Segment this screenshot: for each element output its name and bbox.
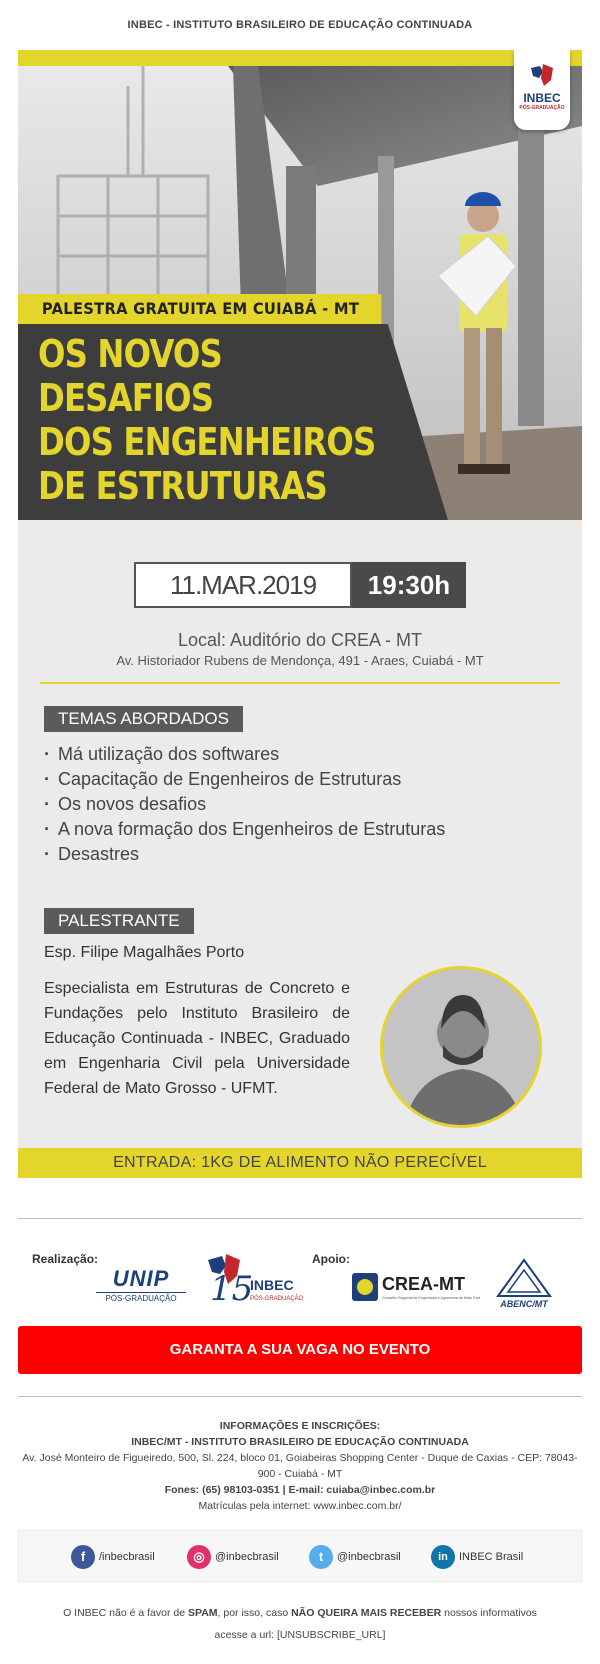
hero-banner xyxy=(18,50,582,520)
inbec-years: 15 xyxy=(210,1269,254,1306)
header-title: INBEC - INSTITUTO BRASILEIRO DE EDUCAÇÃO CONTINUADA xyxy=(127,19,473,31)
inbec-15-logo[interactable] xyxy=(204,1250,308,1306)
footer-org: INBEC/MT - INSTITUTO BRASILEIRO DE EDUCAÇÃO CONTINUADA xyxy=(131,1436,469,1448)
social-link-facebook[interactable] xyxy=(71,1545,155,1569)
footer-address: Av. José Monteiro de Figueiredo, 500, Sl. 224, bloco 01, Goiabeiras Shopping Center - Duque de Caxias - CEP: 78043-900 - Cuiabá - MT xyxy=(22,1452,578,1480)
event-time: 19:30h xyxy=(352,562,466,608)
list-item: · Má utilização dos softwares xyxy=(44,742,445,767)
entrada-banner: ENTRADA: 1KG DE ALIMENTO NÃO PERECÍVEL xyxy=(18,1148,582,1178)
headline-line: OS NOVOS DESAFIOS xyxy=(38,332,222,420)
inbec-sub: PÓS-GRADUAÇÃO xyxy=(250,1296,304,1302)
headline-line: DE ESTRUTURAS xyxy=(38,464,327,508)
linkedin-icon: in xyxy=(431,1545,455,1569)
crea-name: CREA-MT xyxy=(382,1274,465,1294)
register-button[interactable]: GARANTA A SUA VAGA NO EVENTO xyxy=(18,1326,582,1374)
list-item: · Os novos desafios xyxy=(44,792,445,817)
event-local: Local: Auditório do CREA - MT xyxy=(177,630,423,650)
abenc-mark xyxy=(494,1256,554,1310)
speaker-avatar xyxy=(380,966,542,1128)
crea-sub: Conselho Regional de Engenharia e Agronomia de Mato Grosso xyxy=(382,1296,480,1300)
inbec-15-mark xyxy=(204,1250,308,1306)
hero-accent-bar xyxy=(18,50,582,66)
unsubscribe-notice: O INBEC não é a favor de SPAM, por isso, caso NÃO QUEIRA MAIS RECEBER nossos informativos acesse a url: [UNSUBSCRIBE_URL] xyxy=(18,1602,582,1646)
event-date: 11.MAR.2019 xyxy=(134,562,352,608)
apoio-label: Apoio: xyxy=(312,1252,350,1266)
inbec-logo: INBEC PÓS-GRADUAÇÃO xyxy=(514,50,570,130)
abenc-mt-logo[interactable] xyxy=(494,1256,554,1310)
topics-label: TEMAS ABORDADOS xyxy=(44,706,243,732)
unsubscribe-link[interactable]: acesse a url: [UNSUBSCRIBE_URL] xyxy=(214,1629,386,1641)
divider xyxy=(18,1218,582,1219)
speaker-photo xyxy=(383,969,542,1128)
social-bar xyxy=(18,1530,582,1582)
unip-logo[interactable]: UNIP PÓS-GRADUAÇÃO xyxy=(96,1268,186,1303)
social-label: INBEC Brasil xyxy=(459,1551,524,1563)
crea-mark xyxy=(350,1270,480,1304)
list-item: · Desastres xyxy=(44,842,445,867)
event-address: Av. Historiador Rubens de Mendonça, 491 - Araes, Cuiabá - MT xyxy=(116,653,484,668)
divider xyxy=(40,682,560,684)
social-link-linkedin[interactable] xyxy=(431,1545,523,1569)
speaker-label: PALESTRANTE xyxy=(44,908,194,934)
social-label: /inbecbrasil xyxy=(99,1551,155,1563)
inbec-map-icon xyxy=(527,60,557,90)
event-info-panel xyxy=(18,520,582,1178)
footer-contacts[interactable]: Fones: (65) 98103-0351 | E-mail: cuiaba@inbec.com.br xyxy=(164,1484,436,1496)
abenc-name: ABENC/MT xyxy=(500,1299,548,1309)
social-link-twitter[interactable] xyxy=(309,1545,401,1569)
footer-info xyxy=(18,1418,582,1514)
speaker-name: Esp. Filipe Magalhães Porto xyxy=(44,944,245,961)
facebook-icon: f xyxy=(71,1545,95,1569)
footer-site[interactable]: Matrículas pela internet: www.inbec.com.br/ xyxy=(198,1500,402,1512)
instagram-icon: ◎ xyxy=(187,1545,211,1569)
list-item: · Capacitação de Engenheiros de Estruturas xyxy=(44,767,445,792)
speaker-bio: Especialista em Estruturas de Concreto e Fundações pelo Instituto Brasileiro de Educação Continuada - INBEC, Graduado em Engenharia Civil pela Universidade Federal de Mato Grosso - UFMT. xyxy=(44,980,350,1097)
social-link-instagram[interactable] xyxy=(187,1545,279,1569)
crea-mt-logo[interactable] xyxy=(350,1270,480,1304)
social-label: @inbecbrasil xyxy=(337,1551,401,1563)
info-title: INFORMAÇÕES E INSCRIÇÕES: xyxy=(219,1420,381,1432)
list-item: · A nova formação dos Engenheiros de Estruturas xyxy=(44,817,445,842)
inbec-name: INBEC xyxy=(250,1277,294,1293)
palestra-banner: PALESTRA GRATUITA EM CUIABÁ - MT xyxy=(18,294,381,324)
divider xyxy=(18,1396,582,1397)
twitter-icon: t xyxy=(309,1545,333,1569)
realizacao-label: Realização: xyxy=(32,1252,99,1266)
social-label: @inbecbrasil xyxy=(215,1551,279,1563)
event-headline xyxy=(38,332,395,508)
topics-list xyxy=(44,742,445,867)
headline-line: DOS ENGENHEIROS xyxy=(38,420,376,464)
